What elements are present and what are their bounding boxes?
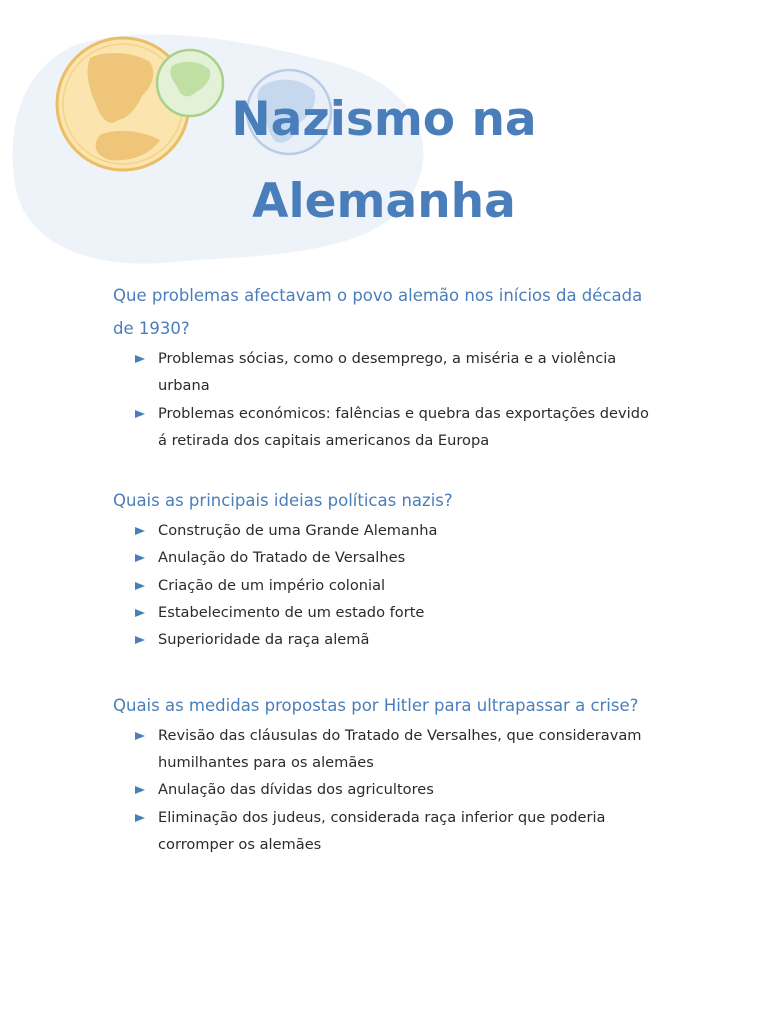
list-item-text: Eliminação dos judeus, considerada raça inferior que poderia corromper os alemães — [158, 808, 606, 853]
list-item-text: Criação de um império colonial — [158, 576, 386, 594]
bullet-arrow-icon — [135, 814, 145, 822]
document-body — [113, 279, 653, 858]
bullet-arrow-icon — [135, 582, 145, 590]
list-item — [113, 400, 653, 455]
list-item-text: Problemas económicos: falências e quebra das exportações devido á retirada dos capitais americanos da Europa — [158, 404, 649, 449]
section-nazi-ideas — [113, 484, 653, 653]
list-item — [113, 626, 653, 653]
bullet-arrow-icon — [135, 786, 145, 794]
list-item — [113, 599, 653, 626]
list-item — [113, 517, 653, 544]
bullet-list — [113, 345, 653, 454]
list-item — [113, 345, 653, 400]
list-item-text: Superioridade da raça alemã — [158, 631, 370, 649]
bullet-arrow-icon — [135, 410, 145, 418]
list-item — [113, 804, 653, 859]
list-item — [113, 572, 653, 599]
section-social-problems — [113, 279, 653, 454]
page-title-line1: Nazismo na — [231, 92, 537, 147]
bullet-arrow-icon — [135, 609, 145, 617]
list-item-text: Construção de uma Grande Alemanha — [158, 522, 438, 540]
section-hitler-measures — [113, 689, 653, 858]
list-item-text: Problemas sócias, como o desemprego, a miséria e a violência urbana — [158, 350, 617, 395]
list-item-text: Estabelecimento de um estado forte — [158, 604, 425, 622]
list-item-text: Revisão das cláusulas do Tratado de Versalhes, que consideravam humilhantes para os alemães — [158, 726, 642, 771]
section-question: Quais as medidas propostas por Hitler para ultrapassar a crise? — [113, 695, 639, 715]
section-question: Que problemas afectavam o povo alemão nos inícios da década de 1930? — [113, 286, 643, 338]
bullet-arrow-icon — [135, 554, 145, 562]
section-question: Quais as principais ideias políticas nazis? — [113, 491, 453, 511]
list-item — [113, 722, 653, 777]
bullet-list — [113, 722, 653, 858]
list-item-text: Anulação do Tratado de Versalhes — [158, 549, 406, 567]
page-title-line2: Alemanha — [252, 174, 516, 229]
bullet-arrow-icon — [135, 636, 145, 644]
bullet-arrow-icon — [135, 527, 145, 535]
bullet-list — [113, 517, 653, 653]
bullet-arrow-icon — [135, 732, 145, 740]
list-item — [113, 776, 653, 803]
list-item-text: Anulação das dívidas dos agricultores — [158, 781, 434, 799]
bullet-arrow-icon — [135, 355, 145, 363]
list-item — [113, 544, 653, 571]
